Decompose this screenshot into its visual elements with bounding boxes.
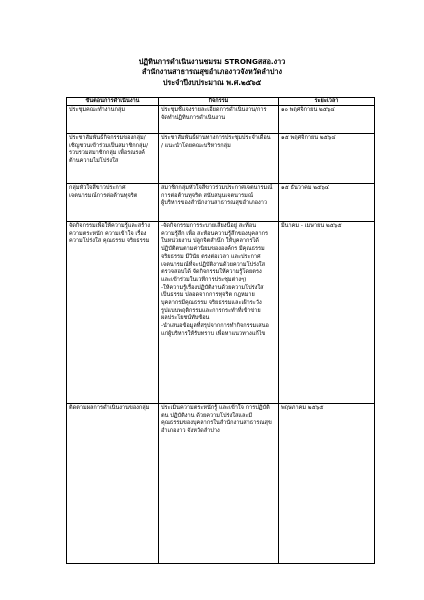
step-cell: กลุ่มหัวใจสีขาวประกาศ เจตนารมณ์การต่อต้านทุจริต: [67, 184, 159, 222]
document-subtitle-office: สำนักงานสาธารณสุขอำเภองาวจังหวัดลำปาง: [142, 67, 282, 76]
activity-cell: สมาชิกกลุ่มหัวใจสีขาวร่วมประกาศเจตนารมณ์ การต่อต้านทุจริต สนับสนุนเจตนารมณ์ ผู้บริหารของสำนักงานสาธารณสุขอำเภองาว: [159, 184, 279, 222]
activity-table: [66, 97, 375, 564]
period-cell: ๑๕ ธันวาคม ๒๕๖๔: [279, 184, 375, 222]
column-header-period: ระยะเวลา: [279, 98, 375, 106]
table-row: [67, 222, 375, 404]
period-cell: พฤษภาคม ๒๕๖๕: [279, 404, 375, 564]
table-row: [67, 184, 375, 222]
step-cell: จัดกิจกรรมเพื่อให้ความรู้และสร้าง ความตระหนัก ความเข้าใจ เรื่อง ความโปร่งใส คุณธรรม จริยธรรม: [67, 222, 159, 404]
document-subtitle-year: ประจำปีงบประมาณ พ.ศ.๒๕๖๕: [162, 78, 262, 87]
table-row: [67, 404, 375, 564]
activity-cell: ประชุมชี้แจงรายละเอียดการดำเนินงาน/การ จัดทำปฏิทินการดำเนินงาน: [159, 106, 279, 134]
period-cell: มีนาคม - เมษายน ๒๕๖๕: [279, 222, 375, 404]
table-row: [67, 106, 375, 134]
step-cell: ติดตามผลการดำเนินงานของกลุ่ม: [67, 404, 159, 564]
table-row: [67, 134, 375, 184]
column-header-activities: กิจกรรม: [159, 98, 279, 106]
table-header-row: [67, 98, 375, 106]
activity-cell: -จัดกิจกรรมการระบายเสียงนี้อยู่ สะท้อน ความรู้สึก เพื่อ สะท้อนความรู้สึกของบุคลากร ในหน่วยงาน ปลูกจิตสำนึก ให้บุคลากรได้ ปฏิบัติตนตามค่านิยมขององค์กร มีคุณธรรม จริยธรรม มีวินัย ตรงต่อเวลา และประกาศ เจตนารมณ์ที่จะปฏิบัติงานด้วยความโปร่งใส ตรวจสอบได้ จัดกิจกรรมให้ความรู้โดยตรง และเข้าร่วมในเวทีการประชุมต่างๆ) -ให้ความรู้เรื่องปฏิบัติงานด้วยความโปร่งใส เป็นธรรม ปลอดจากการทุจริต กฎหมาย บุคลากรมีคุณธรรม จริยธรรมและเฝ้าระวัง รูปแบบพฤติกรรมและการกระทำที่เข้าข่าย ผลประโยชน์ทับซ้อน -นำเสนอข้อมูลที่สรุปจากการทำกิจกรรมเสนอ แก่ผู้บริหารให้รับทราบ เพื่อหาแนวทางแก้ไข: [159, 222, 279, 404]
step-cell: ประชุมคณะทำงานกลุ่ม: [67, 106, 159, 134]
activity-cell: ประเมินความตระหนักรู้ และเข้าใจ การปฏิบัติ ตน ปฏิบัติงาน ด้วยความโปร่งใสและมี คุณธรรมของบุคลากรในสำนักงานสาธารณสุข อำเภองาว จังหวัดลำปาง: [159, 404, 279, 564]
step-cell: ประชาสัมพันธ์กิจกรรมของกลุ่ม/ เชิญชวนเข้าร่วมเป็นสมาชิกกลุ่ม/ รวบรวมสมาชิกกลุ่ม เพื่อรณรงค์ ต้านความไม่โปร่งใส: [67, 134, 159, 184]
period-cell: ๑๐ พฤศจิกายน ๒๕๖๔: [279, 106, 375, 134]
activity-cell: ประชาสัมพันธ์ผ่านทางการประชุมประจำเดือน / แนะนำโดยคณะบริหารกลุ่ม: [159, 134, 279, 184]
document-title: ปฏิทินการดำเนินงานชมรม STRONGสสอ.งาว: [138, 57, 286, 66]
column-header-steps: ขั้นตอนการดำเนินงาน: [67, 98, 159, 106]
period-cell: ๑๕ พฤศจิกายน ๒๕๖๔: [279, 134, 375, 184]
